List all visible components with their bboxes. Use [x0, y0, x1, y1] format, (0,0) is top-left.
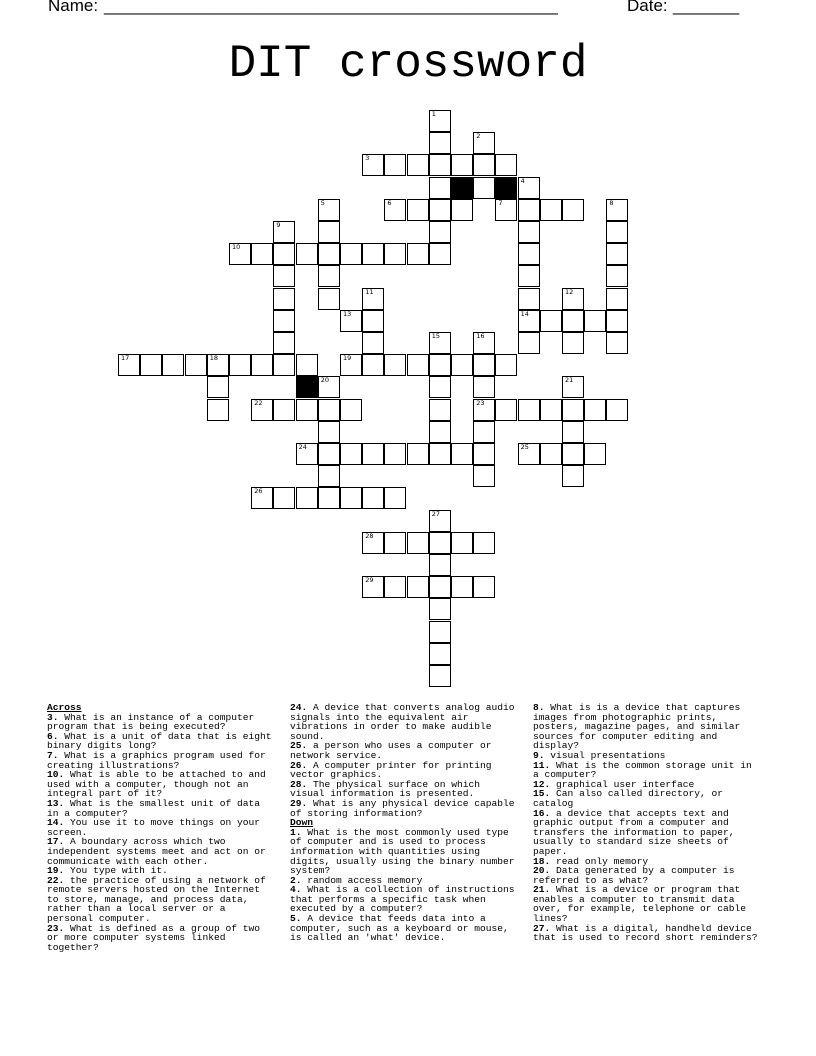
clue — [290, 799, 520, 818]
crossword-cell[interactable] — [384, 243, 406, 265]
clue-number: 21. — [533, 884, 551, 896]
crossword-cell[interactable] — [407, 199, 429, 221]
clue — [290, 703, 520, 741]
crossword-cell[interactable] — [429, 177, 451, 199]
clue-number: 26. — [290, 759, 308, 771]
clue-number: 4. — [290, 884, 302, 896]
clue-number: 19. — [47, 865, 65, 877]
crossword-cell[interactable] — [251, 354, 273, 376]
crossword-cell[interactable] — [362, 310, 384, 332]
crossword-cell[interactable] — [340, 243, 362, 265]
crossword-cell[interactable] — [606, 399, 628, 421]
crossword-cell[interactable] — [384, 154, 406, 176]
crossword-cell[interactable] — [318, 288, 340, 310]
crossword-cell[interactable] — [429, 332, 451, 354]
cell-number: 10 — [232, 243, 241, 252]
crossword-cell[interactable] — [606, 310, 628, 332]
crossword-cell[interactable] — [340, 310, 362, 332]
crossword-cell[interactable] — [540, 310, 562, 332]
crossword-cell[interactable] — [518, 310, 540, 332]
crossword-cell[interactable] — [584, 443, 606, 465]
crossword-cell[interactable] — [540, 399, 562, 421]
cell-number: 20 — [320, 376, 330, 385]
crossword-cell[interactable] — [429, 221, 451, 243]
crossword-cell[interactable] — [518, 199, 540, 221]
crossword-cell[interactable] — [118, 354, 140, 376]
crossword-cell[interactable] — [318, 376, 340, 398]
crossword-cell[interactable] — [318, 265, 340, 287]
crossword-cell[interactable] — [296, 487, 318, 509]
crossword-cell[interactable] — [606, 199, 628, 221]
cell-number: 26 — [254, 487, 263, 496]
clue — [533, 761, 763, 780]
clue-text: A device that converts analog audio signals into the equivalent air vibrations in order to make audible sound. — [290, 702, 515, 742]
crossword-cell[interactable] — [518, 399, 540, 421]
crossword-cell[interactable] — [518, 243, 540, 265]
clue-text: A device that feeds data into a computer, such as a keyboard or mouse, is called an 'what' device. — [290, 913, 509, 944]
crossword-cell[interactable] — [518, 332, 540, 354]
clue-number: 27. — [533, 922, 551, 934]
crossword-cell[interactable] — [584, 310, 606, 332]
crossword-cell[interactable] — [251, 399, 273, 421]
clue-number: 11. — [533, 759, 551, 771]
crossword-block — [451, 177, 473, 199]
crossword-cell[interactable] — [407, 532, 429, 554]
clue-text: read only memory — [550, 855, 649, 867]
crossword-cell[interactable] — [473, 465, 495, 487]
cell-number: 15 — [431, 332, 441, 340]
cell-number: 21 — [565, 376, 574, 385]
name-field-line[interactable]: ________________________________________________ — [104, 0, 558, 15]
crossword-cell[interactable] — [562, 310, 584, 332]
clue-number: 28. — [290, 778, 308, 790]
down-heading: Down — [290, 817, 314, 829]
clue — [47, 876, 277, 924]
crossword-cell[interactable] — [451, 354, 473, 376]
clue-number: 7. — [47, 749, 59, 761]
crossword-cell[interactable] — [362, 354, 384, 376]
crossword-cell[interactable] — [273, 243, 295, 265]
cell-number: 7 — [498, 198, 503, 207]
crossword-cell[interactable] — [296, 354, 318, 376]
crossword-cell[interactable] — [251, 487, 273, 509]
clue-number: 13. — [47, 797, 65, 809]
crossword-cell[interactable] — [362, 487, 384, 509]
clue-number: 1. — [290, 826, 302, 838]
crossword-cell[interactable] — [384, 487, 406, 509]
crossword-cell[interactable] — [473, 576, 495, 598]
crossword-cell[interactable] — [340, 399, 362, 421]
cell-number: 19 — [343, 354, 352, 363]
crossword-cell[interactable] — [562, 465, 584, 487]
crossword-cell[interactable] — [429, 621, 451, 643]
clue — [47, 799, 277, 818]
cell-number: 4 — [520, 176, 525, 185]
crossword-cell[interactable] — [429, 510, 451, 532]
crossword-cell[interactable] — [473, 154, 495, 176]
clue — [47, 924, 277, 953]
crossword-cell[interactable] — [429, 665, 451, 687]
cell-number: 25 — [520, 443, 529, 451]
crossword-block — [495, 177, 517, 199]
crossword-cell[interactable] — [273, 310, 295, 332]
crossword-cell[interactable] — [429, 354, 451, 376]
clue-number: 8. — [533, 702, 545, 713]
clue-number: 2. — [290, 874, 302, 886]
clue-text: What is the smallest unit of data in a computer? — [47, 797, 261, 819]
clue — [533, 789, 763, 808]
crossword-cell[interactable] — [429, 199, 451, 221]
clue — [290, 761, 520, 780]
clue-text: What is the most commonly used type of computer and is used to process information with quantities using digits, usually using the binary number system? — [290, 826, 515, 877]
crossword-cell[interactable] — [407, 443, 429, 465]
crossword-cell[interactable] — [273, 288, 295, 310]
cell-number: 13 — [343, 309, 352, 318]
crossword-cell[interactable] — [229, 354, 251, 376]
crossword-cell[interactable] — [384, 199, 406, 221]
clue-text: You type with it. — [64, 865, 168, 877]
clue-text: What is a unit of data that is eight binary digits long? — [47, 730, 272, 752]
cell-number: 28 — [365, 531, 374, 540]
cell-number: 29 — [365, 576, 374, 585]
crossword-cell[interactable] — [140, 354, 162, 376]
crossword-cell[interactable] — [518, 265, 540, 287]
crossword-cell[interactable] — [407, 243, 429, 265]
clues-column-3 — [533, 703, 763, 943]
crossword-cell[interactable] — [340, 354, 362, 376]
clue-number: 17. — [47, 836, 65, 848]
crossword-cell[interactable] — [606, 332, 628, 354]
crossword-cell[interactable] — [362, 443, 384, 465]
clue-text: What is a digital, handheld device that is used to record short reminders? — [533, 922, 758, 944]
cell-number: 14 — [520, 309, 529, 318]
clue-number: 23. — [47, 922, 65, 934]
crossword-cell[interactable] — [473, 132, 495, 154]
crossword-cell[interactable] — [473, 177, 495, 199]
crossword-cell[interactable] — [518, 288, 540, 310]
clue-text: Data generated by a computer is referred to as what? — [533, 865, 735, 886]
crossword-cell[interactable] — [429, 576, 451, 598]
cell-number: 11 — [365, 287, 374, 296]
clue — [533, 703, 763, 751]
crossword-cell[interactable] — [296, 243, 318, 265]
crossword-cell[interactable] — [518, 443, 540, 465]
clue-number: 5. — [290, 913, 302, 925]
crossword-cell[interactable] — [318, 221, 340, 243]
clue-text: a device that accepts text and graphic output from a computer and transfers the information to paper, usually to standard size sheets of paper. — [533, 807, 735, 857]
cell-number: 9 — [276, 221, 281, 229]
crossword-cell[interactable] — [518, 177, 540, 199]
crossword-cell[interactable] — [407, 354, 429, 376]
crossword-block — [296, 376, 318, 398]
crossword-cell[interactable] — [473, 354, 495, 376]
clue — [47, 770, 277, 799]
clue-number: 16. — [533, 807, 551, 819]
clue-number: 20. — [533, 865, 551, 877]
clue-number: 6. — [47, 730, 59, 742]
crossword-cell[interactable] — [362, 332, 384, 354]
clue — [533, 924, 763, 943]
clue-text: What is able to be attached to and used with a computer, though not an integral part of it? — [47, 769, 266, 800]
crossword-cell[interactable] — [495, 399, 517, 421]
clue-number: 24. — [290, 702, 308, 713]
cell-number: 6 — [387, 198, 392, 207]
crossword-cell[interactable] — [540, 443, 562, 465]
crossword-cell[interactable] — [584, 399, 606, 421]
clue-number: 9. — [533, 749, 545, 761]
crossword-cell[interactable] — [273, 354, 295, 376]
cell-number: 27 — [431, 509, 441, 518]
crossword-cell[interactable] — [562, 443, 584, 465]
clue-number: 22. — [47, 874, 65, 886]
crossword-cell[interactable] — [384, 354, 406, 376]
crossword-cell[interactable] — [429, 376, 451, 398]
page-title: DIT crossword — [228, 38, 588, 90]
crossword-cell[interactable] — [473, 376, 495, 398]
clue-text: What is a collection of instructions that performs a specific task when executed by a computer? — [290, 884, 515, 915]
crossword-cell[interactable] — [451, 532, 473, 554]
clue-text: What is is a device that captures images from photographic prints, posters, magazine pages, and similar sources for computer editing and display? — [533, 702, 741, 752]
crossword-cell[interactable] — [273, 221, 295, 243]
crossword-cell[interactable] — [451, 576, 473, 598]
crossword-cell[interactable] — [562, 399, 584, 421]
clue-text: graphical user interface — [550, 778, 695, 790]
crossword-cell[interactable] — [451, 154, 473, 176]
crossword-cell[interactable] — [207, 399, 229, 421]
across-heading: Across — [47, 702, 82, 713]
clue-text: visual presentations — [544, 749, 666, 761]
name-label: Name: — [48, 0, 99, 15]
crossword-cell[interactable] — [318, 199, 340, 221]
crossword-cell[interactable] — [185, 354, 207, 376]
clue — [47, 837, 277, 866]
crossword-cell[interactable] — [296, 399, 318, 421]
clue — [290, 780, 520, 799]
crossword-cell[interactable] — [318, 399, 340, 421]
clue-text: You use it to move things on your screen. — [47, 817, 261, 838]
crossword-cell[interactable] — [207, 376, 229, 398]
cell-number: 3 — [365, 154, 370, 163]
crossword-cell[interactable] — [407, 576, 429, 598]
crossword-cell[interactable] — [495, 199, 517, 221]
clue-text: Can also called directory, or catalog — [533, 788, 723, 809]
crossword-cell[interactable] — [251, 243, 273, 265]
clue — [47, 732, 277, 751]
clue-text: a person who uses a computer or network service. — [290, 740, 492, 761]
crossword-cell[interactable] — [318, 465, 340, 487]
crossword-cell[interactable] — [296, 443, 318, 465]
crossword-cell[interactable] — [207, 354, 229, 376]
cell-number: 18 — [209, 354, 219, 363]
clue-text: What is a device or program that enables a computer to transmit data over, for example, telephone or cable lines? — [533, 884, 747, 925]
clue-text: What is an instance of a computer program that is being executed? — [47, 711, 255, 733]
crossword-cell[interactable] — [429, 132, 451, 154]
crossword-cell[interactable] — [429, 443, 451, 465]
cell-number: 1 — [431, 110, 436, 118]
cell-number: 8 — [609, 198, 614, 207]
clue — [533, 866, 763, 885]
clue — [533, 885, 763, 923]
clue — [290, 885, 520, 914]
crossword-cell[interactable] — [429, 554, 451, 576]
clue-number: 14. — [47, 817, 65, 829]
clue-number: 29. — [290, 797, 308, 809]
clues-column-1 — [47, 703, 277, 952]
clue — [47, 713, 277, 732]
crossword-cell[interactable] — [318, 243, 340, 265]
crossword-cell[interactable] — [495, 354, 517, 376]
crossword-cell[interactable] — [318, 421, 340, 443]
crossword-cell[interactable] — [429, 643, 451, 665]
crossword-cell[interactable] — [229, 243, 251, 265]
crossword-cell[interactable] — [384, 532, 406, 554]
cell-number: 22 — [254, 398, 263, 407]
clue-number: 18. — [533, 855, 551, 867]
cell-number: 24 — [298, 443, 307, 451]
clue-text: What is any physical device capable of storing information? — [290, 797, 515, 819]
cell-number: 12 — [565, 287, 574, 296]
crossword-cell[interactable] — [518, 221, 540, 243]
crossword-cell[interactable] — [562, 288, 584, 310]
crossword-cell[interactable] — [473, 443, 495, 465]
crossword-cell[interactable] — [273, 487, 295, 509]
crossword-cell[interactable] — [562, 332, 584, 354]
date-label: Date: — [627, 0, 668, 15]
clue-text: A computer printer for printing vector graphics. — [290, 759, 492, 781]
clue — [533, 809, 763, 857]
crossword-cell[interactable] — [473, 332, 495, 354]
clue — [47, 818, 277, 837]
clue-number: 25. — [290, 740, 308, 752]
crossword-cell[interactable] — [473, 421, 495, 443]
crossword-cell[interactable] — [273, 332, 295, 354]
crossword-cell[interactable] — [273, 399, 295, 421]
cell-number: 16 — [476, 332, 485, 340]
crossword-cell[interactable] — [362, 532, 384, 554]
crossword-cell[interactable] — [562, 376, 584, 398]
crossword-cell[interactable] — [407, 154, 429, 176]
crossword-cell[interactable] — [429, 598, 451, 620]
crossword-cell[interactable] — [362, 154, 384, 176]
crossword-cell[interactable] — [318, 487, 340, 509]
crossword-cell[interactable] — [318, 443, 340, 465]
clue-number: 12. — [533, 778, 551, 790]
cell-number: 2 — [476, 132, 481, 141]
crossword-cell[interactable] — [562, 421, 584, 443]
clue-number: 3. — [47, 711, 59, 723]
crossword-cell[interactable] — [473, 532, 495, 554]
crossword-cell[interactable] — [429, 421, 451, 443]
crossword-cell[interactable] — [606, 288, 628, 310]
cell-number: 5 — [320, 198, 325, 207]
clue-text: random access memory — [301, 874, 423, 886]
crossword-cell[interactable] — [340, 487, 362, 509]
crossword-cell[interactable] — [429, 532, 451, 554]
crossword-cell[interactable] — [540, 199, 562, 221]
clue-text: What is defined as a group of two or more computer systems linked together? — [47, 922, 261, 953]
clue-text: What is the common storage unit in a computer? — [533, 759, 752, 781]
crossword-cell[interactable] — [362, 576, 384, 598]
crossword-cell[interactable] — [429, 399, 451, 421]
clues-column-2 — [290, 703, 520, 943]
clue — [290, 741, 520, 760]
clue-number: 10. — [47, 769, 65, 781]
crossword-cell[interactable] — [606, 221, 628, 243]
crossword-cell[interactable] — [451, 199, 473, 221]
crossword-cell[interactable] — [495, 154, 517, 176]
cell-number: 23 — [476, 398, 485, 407]
crossword-cell[interactable] — [384, 576, 406, 598]
clue-text: What is a graphics program used for creating illustrations? — [47, 749, 266, 771]
clue-text: the practice of using a network of remote servers hosted on the Internet to store, manage, and process data, rather than a local server or a personal computer. — [47, 874, 266, 925]
crossword-cell[interactable] — [273, 265, 295, 287]
crossword-cell[interactable] — [340, 443, 362, 465]
date-field-line[interactable]: _______ — [673, 0, 740, 15]
crossword-cell[interactable] — [606, 243, 628, 265]
crossword-cell[interactable] — [429, 243, 451, 265]
crossword-cell[interactable] — [451, 443, 473, 465]
crossword-cell[interactable] — [384, 443, 406, 465]
clue-text: A boundary across which two independent systems meet and act on or communicate with each other. — [47, 836, 266, 867]
clue-text: The physical surface on which visual information is presented. — [290, 778, 480, 800]
crossword-cell[interactable] — [429, 154, 451, 176]
crossword-cell[interactable] — [429, 110, 451, 132]
cell-number: 17 — [121, 354, 130, 363]
clue — [47, 751, 277, 770]
clue — [290, 828, 520, 876]
clue — [290, 914, 520, 943]
crossword-cell[interactable] — [362, 243, 384, 265]
crossword-cell[interactable] — [606, 265, 628, 287]
crossword-cell[interactable] — [362, 288, 384, 310]
clue-number: 15. — [533, 788, 551, 800]
crossword-cell[interactable] — [562, 199, 584, 221]
crossword-cell[interactable] — [162, 354, 184, 376]
crossword-cell[interactable] — [473, 399, 495, 421]
